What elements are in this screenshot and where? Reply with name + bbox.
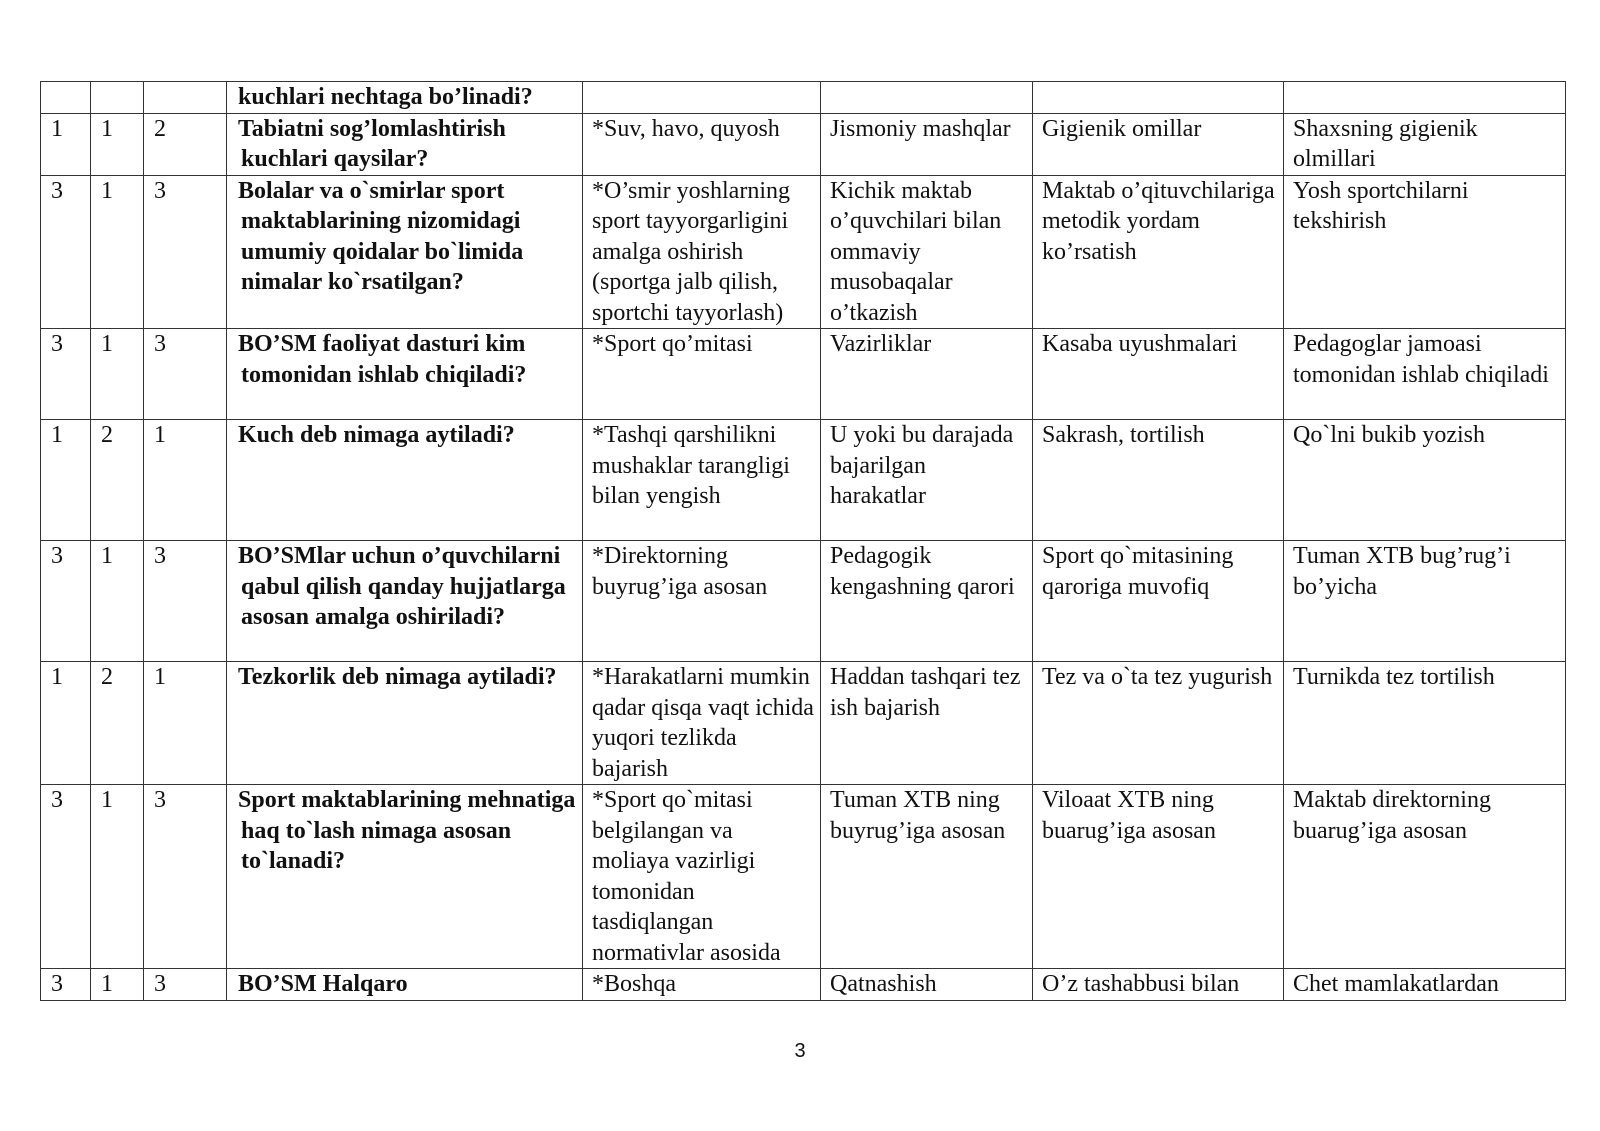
cell-question	[227, 329, 583, 420]
cell-answer-b: Jismoniy mashqlar	[821, 113, 1033, 175]
cell-c2: 1	[91, 175, 144, 329]
table-row	[41, 541, 1566, 662]
cell-question	[227, 662, 583, 785]
table-row	[41, 969, 1566, 1001]
cell-answer-c: Gigienik omillar	[1033, 113, 1284, 175]
question-text: Bolalar va o`smirlar sport maktablarining nizomidagi umumiy qoidalar bo`limida nimalar ko`rsatilgan?	[238, 177, 524, 295]
cell-answer-a	[583, 82, 821, 114]
cell-question	[227, 969, 583, 1001]
cell-answer-a: *Sport qo’mitasi	[583, 329, 821, 420]
cell-c2: 1	[91, 113, 144, 175]
cell-answer-c	[1033, 82, 1284, 114]
question-text: BO’SMlar uchun o’quvchilarni qabul qilish qanday hujjatlarga asosan amalga oshiriladi?	[238, 543, 566, 630]
cell-c3: 3	[144, 329, 227, 420]
cell-c1: 3	[41, 175, 91, 329]
cell-answer-b: Haddan tashqari tez ish bajarish	[821, 662, 1033, 785]
cell-c3: 1	[144, 420, 227, 541]
cell-answer-d: Pedagoglar jamoasi tomonidan ishlab chiqiladi	[1284, 329, 1566, 420]
cell-answer-a: *Tashqi qarshilikni mushaklar tarangligi bilan yengish	[583, 420, 821, 541]
cell-c2: 1	[91, 969, 144, 1001]
question-text: BO’SM Halqaro	[238, 971, 408, 997]
cell-c2: 1	[91, 785, 144, 969]
cell-c2: 2	[91, 662, 144, 785]
cell-answer-a: *O’smir yoshlarning sport tayyorgarligini amalga oshirish (sportga jalb qilish, sportchi tayyorlash)	[583, 175, 821, 329]
cell-c3	[144, 82, 227, 114]
page-number: 3	[794, 1040, 806, 1062]
cell-answer-d: Tuman XTB bug’rug’i bo’yicha	[1284, 541, 1566, 662]
cell-answer-d: Chet mamlakatlardan	[1284, 969, 1566, 1001]
question-text: Tabiatni sog’lomlashtirish kuchlari qaysilar?	[238, 115, 506, 172]
table-row	[41, 662, 1566, 785]
question-text: Tezkorlik deb nimaga aytiladi?	[238, 664, 557, 690]
cell-answer-c: Tez va o`ta tez yugurish	[1033, 662, 1284, 785]
cell-answer-c: Maktab o’qituvchilariga metodik yordam ko’rsatish	[1033, 175, 1284, 329]
cell-c2: 1	[91, 329, 144, 420]
cell-c3: 3	[144, 969, 227, 1001]
cell-c1: 1	[41, 662, 91, 785]
cell-c3: 1	[144, 662, 227, 785]
cell-question	[227, 113, 583, 175]
cell-answer-a: *Direktorning buyrug’iga asosan	[583, 541, 821, 662]
cell-answer-d: Shaxsning gigienik olmillari	[1284, 113, 1566, 175]
cell-answer-c: Kasaba uyushmalari	[1033, 329, 1284, 420]
cell-c2: 1	[91, 541, 144, 662]
cell-answer-b: U yoki bu darajada bajarilgan harakatlar	[821, 420, 1033, 541]
cell-question	[227, 82, 583, 114]
cell-question	[227, 785, 583, 969]
cell-answer-d: Qo`lni bukib yozish	[1284, 420, 1566, 541]
cell-question	[227, 541, 583, 662]
question-text: kuchlari nechtaga bo’linadi?	[238, 84, 533, 110]
cell-c3: 3	[144, 175, 227, 329]
table-row	[41, 785, 1566, 969]
cell-question	[227, 420, 583, 541]
cell-answer-b: Kichik maktab o’quvchilari bilan ommaviy musobaqalar o’tkazish	[821, 175, 1033, 329]
cell-answer-a: *Harakatlarni mumkin qadar qisqa vaqt ichida yuqori tezlikda bajarish	[583, 662, 821, 785]
cell-answer-b	[821, 82, 1033, 114]
cell-answer-c: Sport qo`mitasining qaroriga muvofiq	[1033, 541, 1284, 662]
cell-answer-b: Tuman XTB ning buyrug’iga asosan	[821, 785, 1033, 969]
question-text: BO’SM faoliyat dasturi kim tomonidan ishlab chiqiladi?	[238, 331, 527, 388]
cell-c1: 1	[41, 420, 91, 541]
test-questions-table	[40, 81, 1566, 1001]
cell-c1	[41, 82, 91, 114]
table-row	[41, 113, 1566, 175]
cell-c1: 3	[41, 541, 91, 662]
table-row	[41, 420, 1566, 541]
table-row	[41, 82, 1566, 114]
cell-answer-d: Turnikda tez tortilish	[1284, 662, 1566, 785]
cell-answer-b: Qatnashish	[821, 969, 1033, 1001]
cell-answer-d	[1284, 82, 1566, 114]
question-text: Sport maktablarining mehnatiga haq to`lash nimaga asosan to`lanadi?	[238, 787, 576, 874]
cell-answer-c: Viloaat XTB ning buarug’iga asosan	[1033, 785, 1284, 969]
cell-answer-a: *Sport qo`mitasi belgilangan va moliaya vazirligi tomonidan tasdiqlangan normativlar asosida	[583, 785, 821, 969]
cell-c1: 3	[41, 329, 91, 420]
cell-answer-b: Vazirliklar	[821, 329, 1033, 420]
cell-c3: 3	[144, 785, 227, 969]
table-row	[41, 175, 1566, 329]
cell-question	[227, 175, 583, 329]
cell-answer-d: Yosh sportchilarni tekshirish	[1284, 175, 1566, 329]
cell-c3: 2	[144, 113, 227, 175]
cell-answer-d: Maktab direktorning buarug’iga asosan	[1284, 785, 1566, 969]
cell-answer-a: *Boshqa	[583, 969, 821, 1001]
cell-c1: 3	[41, 969, 91, 1001]
table-row	[41, 329, 1566, 420]
cell-c3: 3	[144, 541, 227, 662]
cell-c2: 2	[91, 420, 144, 541]
cell-c1: 1	[41, 113, 91, 175]
cell-answer-b: Pedagogik kengashning qarori	[821, 541, 1033, 662]
cell-c2	[91, 82, 144, 114]
question-text: Kuch deb nimaga aytiladi?	[238, 422, 515, 448]
cell-answer-a: *Suv, havo, quyosh	[583, 113, 821, 175]
cell-answer-c: Sakrash, tortilish	[1033, 420, 1284, 541]
cell-answer-c: O’z tashabbusi bilan	[1033, 969, 1284, 1001]
cell-c1: 3	[41, 785, 91, 969]
